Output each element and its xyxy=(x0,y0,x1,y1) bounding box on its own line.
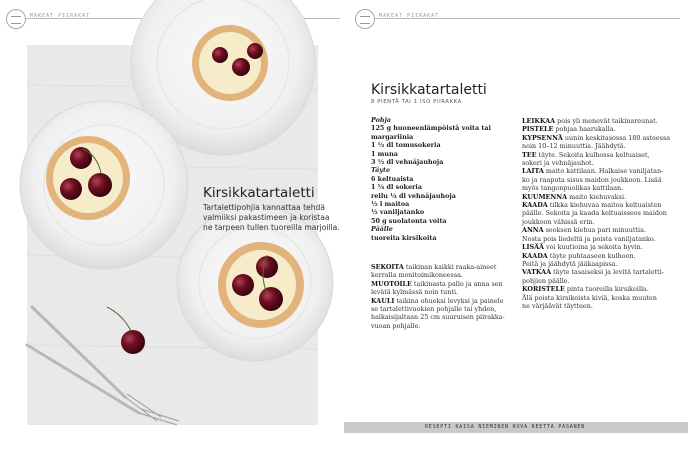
step-keyword: LEIKKAA xyxy=(522,117,556,125)
section-label-left: MAKEAT PIIRAKAT xyxy=(30,13,91,19)
method-step-line xyxy=(522,252,670,260)
step-text: taikina ohueksi levyksi ja painele xyxy=(394,296,504,305)
method-step-line xyxy=(522,243,670,251)
method-step-line xyxy=(522,218,670,226)
ingredient-item: 1 ½ dl tomusokeria xyxy=(371,141,441,150)
step-keyword: KAULI xyxy=(371,296,395,305)
step-text: ne värjäävät täytteen. xyxy=(522,301,593,310)
recipe-yield: 8 PIENTÄ TAI 1 ISO PIIRAKKA xyxy=(371,99,462,105)
credit-line: RESEPTI KAISA NIEMINEN KUVA REETTA PASANEN xyxy=(425,424,586,430)
step-text: pohjaa haarukalla. xyxy=(553,125,616,134)
step-keyword: SEKOITA xyxy=(371,263,404,271)
method-step-line xyxy=(522,294,670,302)
step-text: Nosta pois liedeltä ja poista vaniljatanko. xyxy=(522,234,656,243)
method-step xyxy=(522,268,670,285)
method-step xyxy=(522,243,670,251)
method-step xyxy=(371,297,511,331)
method-step-line xyxy=(522,193,670,201)
photo-illustration xyxy=(27,45,318,425)
ingredient-item: 1 ¼ dl sokeria xyxy=(371,183,422,192)
method-step xyxy=(522,151,670,168)
method-step-line xyxy=(371,297,511,305)
step-text: vuoan pohjalle. xyxy=(371,321,421,330)
method-step-line xyxy=(522,235,670,243)
method-step-line xyxy=(522,125,670,133)
step-text: täyte. Sekoita kulhossa keltuaiset, xyxy=(536,150,650,159)
method-step-line xyxy=(522,184,670,192)
step-text: halkaisijaltaan 25 cm suuruisen piirakka- xyxy=(371,313,505,322)
ingredient-item: tuoreita kirsikoita xyxy=(371,233,437,242)
step-text: uunin keskitasossa 180 asteessa xyxy=(562,133,671,142)
step-keyword: PISTELE xyxy=(522,125,554,134)
step-keyword: KAADA xyxy=(522,251,548,260)
method-step xyxy=(522,117,670,125)
step-keyword: KUUMENNA xyxy=(522,192,568,201)
ingredient-item: 1 muna xyxy=(371,149,398,158)
method-step-line xyxy=(371,263,511,271)
step-text: kerralla monitoimikoneessa. xyxy=(371,271,463,280)
method-step-line xyxy=(522,167,670,175)
step-keyword: VATKAA xyxy=(522,268,552,277)
step-text: myös tangonpuolikas kattilaan. xyxy=(522,184,624,193)
step-text: seoksen kiehua pari minuuttia. xyxy=(543,226,646,235)
step-text: Älä poista kirsikoista kiviä, koska muuten xyxy=(522,293,657,302)
method-step-line xyxy=(371,271,511,279)
section-label-right: MAKEAT PIIRAKAT xyxy=(379,13,440,19)
method-step xyxy=(522,252,670,269)
method-step-line xyxy=(522,302,670,310)
step-text: täyte puhtaaseen kulhoon. xyxy=(547,251,636,260)
caption-line: valmiiksi pakastimeen ja koristaa xyxy=(203,213,330,222)
method-step-line xyxy=(522,201,670,209)
photo-caption xyxy=(203,185,353,233)
ingredient-item: reilu ¼ dl vehnäjauhoja xyxy=(371,191,456,200)
ingredient-item: 125 g huoneenlämpöistä voita tai xyxy=(371,124,491,133)
method-step xyxy=(522,193,670,201)
step-keyword: KYPSENNÄ xyxy=(522,133,563,142)
method-step-line xyxy=(522,151,670,159)
step-keyword: KAADA xyxy=(522,201,548,210)
method-column-1 xyxy=(371,263,511,330)
method-step-line xyxy=(522,176,670,184)
ingredient-group-heading: Pohja xyxy=(371,116,391,124)
method-step-line xyxy=(522,285,670,293)
method-step-line xyxy=(522,268,670,276)
method-step-line xyxy=(371,288,511,296)
method-step-line xyxy=(371,313,511,321)
method-step xyxy=(522,285,670,310)
pie-emblem-icon xyxy=(6,9,26,29)
step-text: joukkoon vähissä erin. xyxy=(522,217,595,226)
ingredient-item: margariinia xyxy=(371,132,414,141)
method-step-line xyxy=(522,117,670,125)
method-step xyxy=(522,226,670,243)
step-text: noin 10–12 minuuttia. Jäähdytä. xyxy=(522,142,626,151)
recipe-photo xyxy=(27,45,340,425)
method-step-line xyxy=(522,159,670,167)
method-step-line xyxy=(522,209,670,217)
ingredient-item: 6 keltuaista xyxy=(371,174,414,183)
step-text: taikinasta pallo ja anna sen xyxy=(411,279,503,288)
step-text: se tartalettivuokien pohjalle tai yhden, xyxy=(371,305,497,314)
ingredient-item: ½ vaniljatanko xyxy=(371,208,425,217)
step-text: taikinan kaikki raaka-aineet xyxy=(403,263,497,271)
method-step-line xyxy=(522,226,670,234)
step-text: päälle. Sekoita ja kaada keltuaisseos maidon xyxy=(522,209,667,218)
method-step-line xyxy=(522,142,670,150)
ingredient-group-heading: Päälle xyxy=(371,225,393,234)
method-step-line xyxy=(371,305,511,313)
method-step xyxy=(522,201,670,226)
step-keyword: MUOTOILE xyxy=(371,279,412,288)
ingredient-item: ½ l maitoa xyxy=(371,200,410,209)
step-text: sokeri ja vehnäjauhot. xyxy=(522,159,594,168)
method-step-line xyxy=(522,260,670,268)
footer-bar xyxy=(344,422,688,433)
step-text: pinta tuoreilla kirsikoilla. xyxy=(564,285,649,294)
method-step xyxy=(522,125,670,133)
method-column-2 xyxy=(522,117,670,310)
step-keyword: LAITA xyxy=(522,167,544,176)
step-text: Peitä ja jäähdytä jääkaapissa. xyxy=(522,259,618,268)
step-text: maito kattilaan. Halkaise vaniljatan- xyxy=(543,167,664,176)
step-keyword: ANNA xyxy=(522,226,544,235)
caption-line: ne tarpeen tullen tuoreilla marjoilla. xyxy=(203,223,340,232)
caption-line: Tartalettipohjia kannattaa tehdä xyxy=(203,203,326,212)
step-text: ko ja raaputa sisus maidon joukkoon. Lisää xyxy=(522,175,662,184)
method-step xyxy=(522,167,670,192)
step-text: voi kuutioina ja sekoita hyvin. xyxy=(544,243,643,252)
method-step-line xyxy=(371,280,511,288)
step-text: täyte tasaiseksi ja levitä tartaletti- xyxy=(551,268,664,277)
method-step-line xyxy=(522,134,670,142)
step-keyword: KORISTELE xyxy=(522,285,565,294)
step-keyword: TEE xyxy=(522,150,537,159)
method-step-line xyxy=(371,322,511,330)
step-text: maito kiehuvaksi. xyxy=(567,192,627,201)
step-text: pohjien päälle. xyxy=(522,276,570,285)
photo-caption-text xyxy=(203,203,353,233)
method-step xyxy=(371,280,511,297)
photo-caption-title: Kirsikkatartaletti xyxy=(203,185,315,201)
step-keyword: LISÄÄ xyxy=(522,243,545,252)
ingredient-item: 3 ½ dl vehnäjauhoja xyxy=(371,158,444,167)
ingredient-list xyxy=(371,116,511,242)
step-text: tilkka kiehuvaa maitoa keltuaisten xyxy=(547,201,662,210)
ingredient-item: 50 g suolatonta voita xyxy=(371,216,447,225)
step-text: levätä kylmässä noin tunti. xyxy=(371,288,459,297)
method-step xyxy=(371,263,511,280)
recipe-title: Kirsikkatartaletti xyxy=(371,82,487,98)
ingredient-group-heading: Täyte xyxy=(371,166,391,175)
step-text: pois yli menevät taikinareunat. xyxy=(555,117,658,125)
method-step-line xyxy=(522,277,670,285)
method-step xyxy=(522,134,670,151)
pie-emblem-icon xyxy=(355,9,375,29)
